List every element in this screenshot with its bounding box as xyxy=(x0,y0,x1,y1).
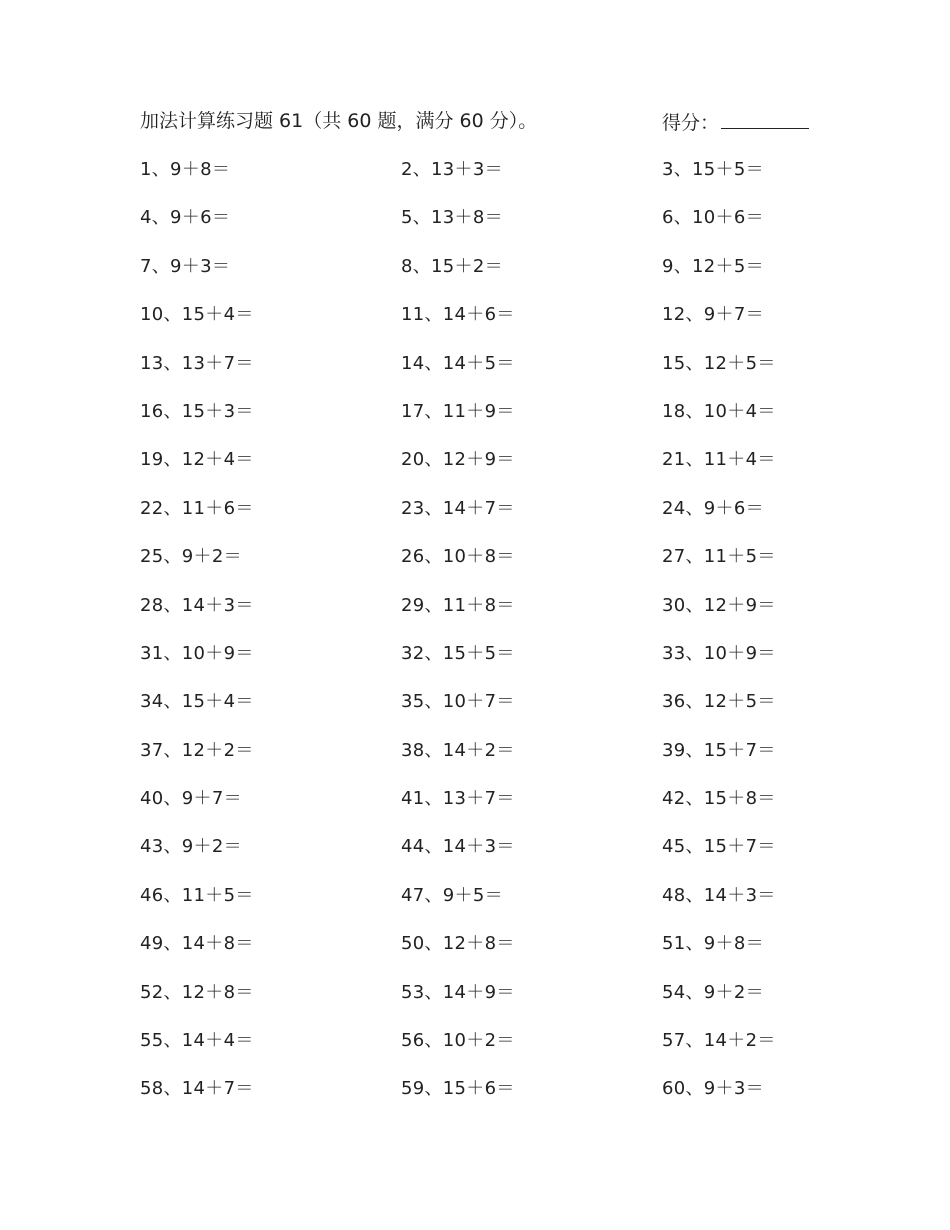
problem-item: 29、11＋8＝ xyxy=(401,594,515,616)
score-label: 得分： xyxy=(662,112,720,134)
problem-item: 49、14＋8＝ xyxy=(140,933,254,955)
problem-item: 24、9＋6＝ xyxy=(662,497,764,519)
problem-item: 7、9＋3＝ xyxy=(140,255,231,277)
problem-item: 48、14＋3＝ xyxy=(662,884,776,906)
problem-item: 1、9＋8＝ xyxy=(140,159,231,180)
problem-item: 5、13＋8＝ xyxy=(401,207,503,229)
problem-item: 13、13＋7＝ xyxy=(140,352,254,374)
problem-item: 33、10＋9＝ xyxy=(662,642,776,664)
problem-item: 27、11＋5＝ xyxy=(662,546,776,568)
problem-grid xyxy=(140,157,860,1125)
problem-item: 12、9＋7＝ xyxy=(662,304,764,326)
problem-item: 60、9＋3＝ xyxy=(662,1078,764,1100)
problem-item: 34、15＋4＝ xyxy=(140,691,254,713)
problem-item: 26、10＋8＝ xyxy=(401,546,515,568)
problem-item: 41、13＋7＝ xyxy=(401,788,515,810)
problem-item: 44、14＋3＝ xyxy=(401,836,515,858)
problem-item: 15、12＋5＝ xyxy=(662,352,776,374)
problem-item: 14、14＋5＝ xyxy=(401,352,515,374)
problem-item: 53、14＋9＝ xyxy=(401,981,515,1003)
problem-item: 4、9＋6＝ xyxy=(140,207,231,229)
problem-item: 21、11＋4＝ xyxy=(662,449,776,471)
problem-item: 28、14＋3＝ xyxy=(140,594,254,616)
problem-item: 6、10＋6＝ xyxy=(662,207,764,229)
problem-item: 54、9＋2＝ xyxy=(662,981,764,1003)
problem-item: 45、15＋7＝ xyxy=(662,836,776,858)
problem-item: 3、15＋5＝ xyxy=(662,159,764,180)
problem-item: 43、9＋2＝ xyxy=(140,836,242,858)
problem-item: 23、14＋7＝ xyxy=(401,497,515,519)
problem-item: 38、14＋2＝ xyxy=(401,739,515,761)
problem-item: 20、12＋9＝ xyxy=(401,449,515,471)
problem-item: 57、14＋2＝ xyxy=(662,1030,776,1052)
problem-item: 58、14＋7＝ xyxy=(140,1078,254,1100)
problem-item: 32、15＋5＝ xyxy=(401,642,515,664)
score-field xyxy=(662,108,809,136)
problem-item: 39、15＋7＝ xyxy=(662,739,776,761)
problem-item: 17、11＋9＝ xyxy=(401,400,515,422)
problem-item: 16、15＋3＝ xyxy=(140,400,254,422)
problem-item: 40、9＋7＝ xyxy=(140,788,242,810)
problem-item: 51、9＋8＝ xyxy=(662,933,764,955)
score-blank-line[interactable] xyxy=(721,108,809,129)
problem-item: 19、12＋4＝ xyxy=(140,449,254,471)
problem-item: 30、12＋9＝ xyxy=(662,594,776,616)
problem-item: 56、10＋2＝ xyxy=(401,1030,515,1052)
problem-item: 50、12＋8＝ xyxy=(401,933,515,955)
worksheet-title: 加法计算练习题 61（共 60 题，满分 60 分）。 xyxy=(140,110,538,132)
problem-item: 18、10＋4＝ xyxy=(662,400,776,422)
problem-item: 11、14＋6＝ xyxy=(401,304,515,326)
problem-item: 42、15＋8＝ xyxy=(662,788,776,810)
problem-item: 47、9＋5＝ xyxy=(401,884,503,906)
problem-item: 52、12＋8＝ xyxy=(140,981,254,1003)
problem-item: 35、10＋7＝ xyxy=(401,691,515,713)
problem-item: 9、12＋5＝ xyxy=(662,255,764,277)
problem-item: 31、10＋9＝ xyxy=(140,642,254,664)
problem-item: 36、12＋5＝ xyxy=(662,691,776,713)
problem-item: 37、12＋2＝ xyxy=(140,739,254,761)
problem-item: 25、9＋2＝ xyxy=(140,546,242,568)
problem-item: 10、15＋4＝ xyxy=(140,304,254,326)
problem-item: 8、15＋2＝ xyxy=(401,255,503,277)
problem-item: 2、13＋3＝ xyxy=(401,159,503,180)
problem-item: 59、15＋6＝ xyxy=(401,1078,515,1100)
problem-item: 22、11＋6＝ xyxy=(140,497,254,519)
problem-item: 55、14＋4＝ xyxy=(140,1030,254,1052)
problem-item: 46、11＋5＝ xyxy=(140,884,254,906)
